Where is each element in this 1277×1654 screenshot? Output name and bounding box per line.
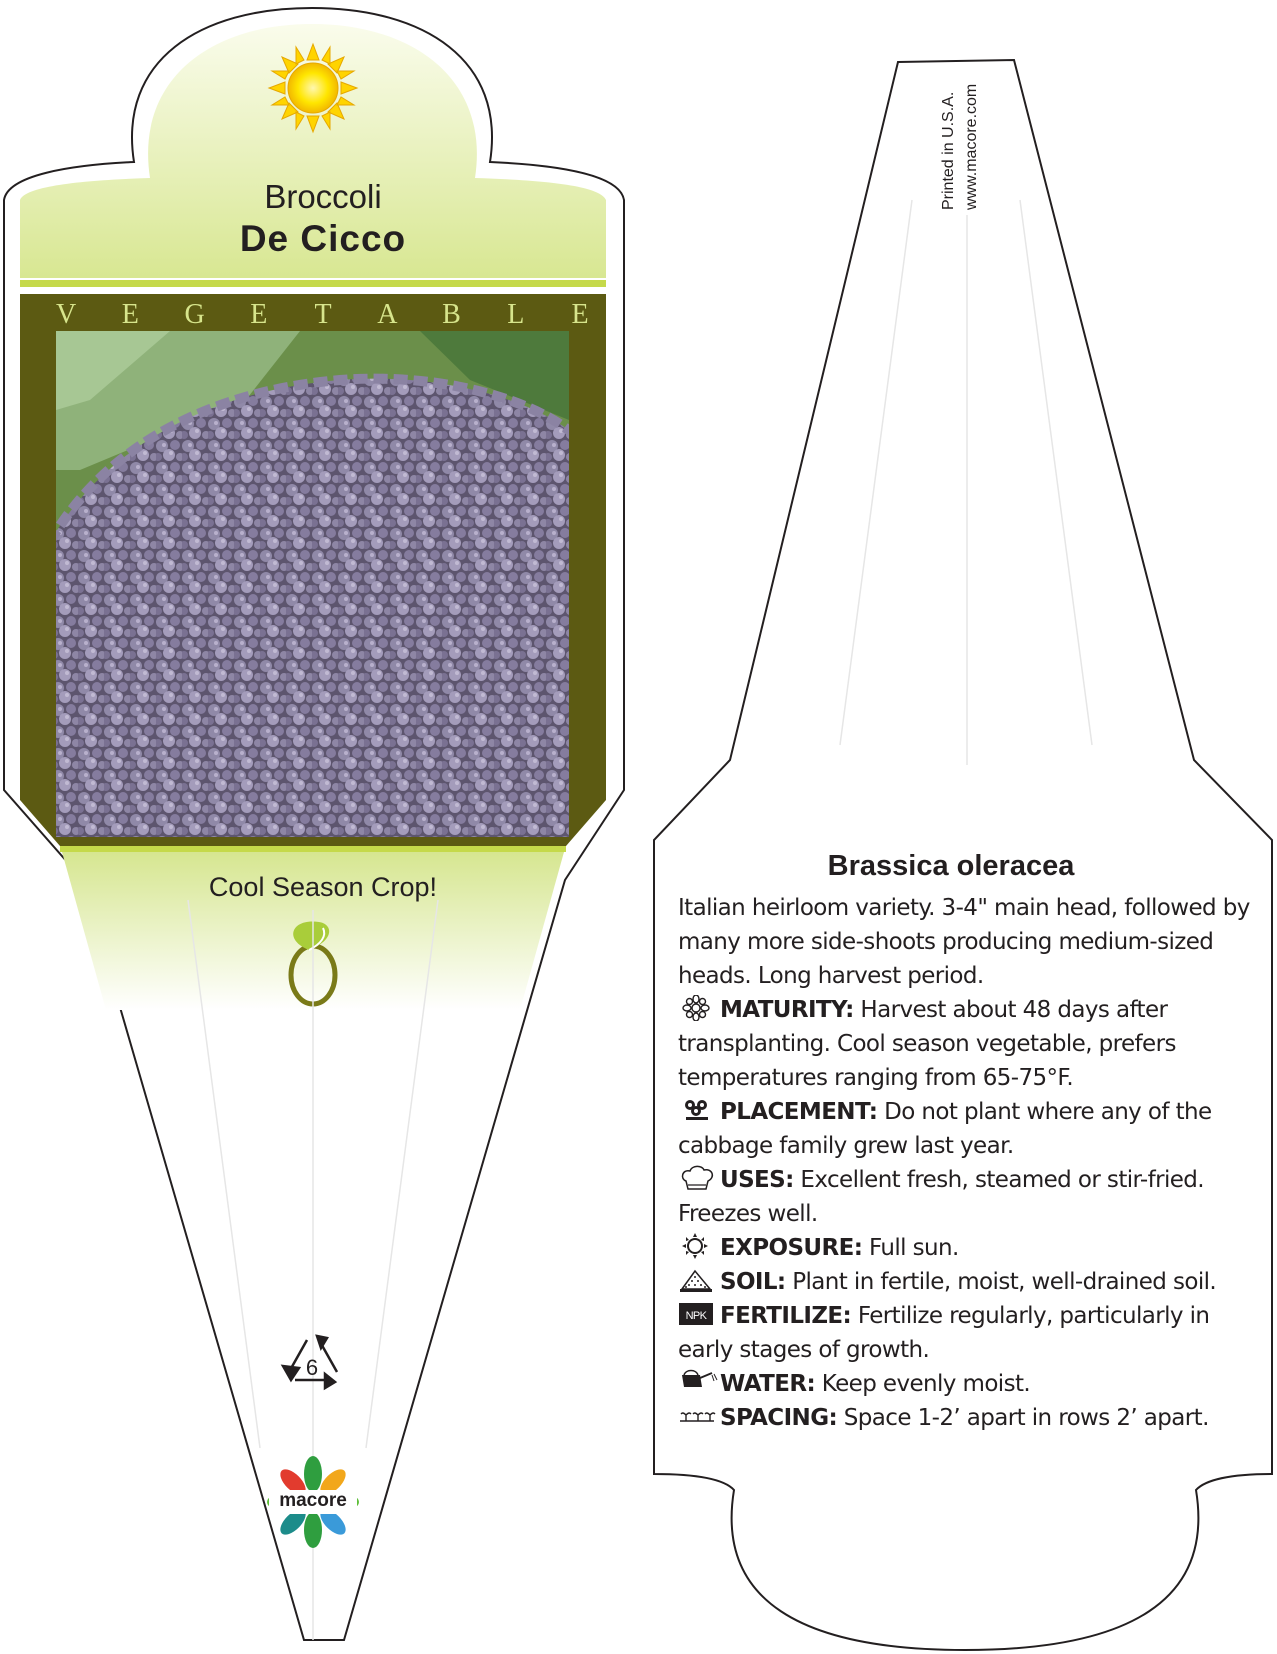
- watering-can-icon: [678, 1369, 720, 1395]
- brand-logo-text: macore: [279, 1490, 347, 1511]
- spacing-icon: [678, 1403, 720, 1429]
- npk-label: NPK: [685, 1310, 707, 1322]
- care-text: Space 1-2’ apart in rows 2’ apart.: [837, 1405, 1209, 1431]
- flower-icon: [678, 995, 720, 1021]
- care-maturity: [678, 993, 1258, 1095]
- plants-icon: [678, 1097, 720, 1123]
- printed-in: Printed in U.S.A.: [940, 91, 957, 210]
- care-label: SOIL:: [720, 1269, 786, 1295]
- description: Italian heirloom variety. 3-4" main head, followed by many more side-shoots producing medium-sized heads. Long harvest period.: [678, 895, 1250, 989]
- care-spacing: [678, 1401, 1258, 1435]
- care-label: PLACEMENT:: [720, 1099, 878, 1125]
- common-name: Broccoli: [264, 178, 382, 215]
- care-text: Full sun.: [862, 1235, 959, 1261]
- sun-outline-icon: [678, 1233, 720, 1259]
- sun-icon: [269, 44, 357, 132]
- care-text: Excellent fresh, steamed or stir-fried. Freezes well.: [678, 1167, 1205, 1227]
- care-label: WATER:: [720, 1371, 816, 1397]
- chef-hat-icon: [678, 1165, 720, 1191]
- category-letter: E: [571, 299, 589, 330]
- category-letter: B: [442, 299, 461, 330]
- care-info: [678, 891, 1258, 1435]
- botanical-name: Brassica oleracea: [827, 850, 1075, 882]
- care-text: Harvest about 48 days after transplanting. Cool season vegetable, prefers temperatures ranging from 65-75°F.: [678, 997, 1176, 1091]
- npk-icon: [678, 1301, 720, 1327]
- care-text: Do not plant where any of the cabbage family grew last year.: [678, 1099, 1212, 1159]
- care-exposure: [678, 1231, 1258, 1265]
- care-label: FERTILIZE:: [720, 1303, 852, 1329]
- care-label: SPACING:: [720, 1405, 838, 1431]
- care-soil: [678, 1265, 1258, 1299]
- care-water: [678, 1367, 1258, 1401]
- category-letter: V: [56, 299, 77, 330]
- care-text: Plant in fertile, moist, well-drained soil.: [785, 1269, 1217, 1295]
- variety-name: De Cicco: [239, 218, 407, 259]
- soil-icon: [678, 1267, 720, 1293]
- category-letter: G: [184, 299, 205, 330]
- care-text: Keep evenly moist.: [815, 1371, 1031, 1397]
- accent-stripe-top: [20, 280, 606, 287]
- care-label: USES:: [720, 1167, 794, 1193]
- tagline: Cool Season Crop!: [208, 872, 438, 902]
- category-letter: E: [121, 299, 139, 330]
- care-fertilize: [678, 1299, 1258, 1367]
- care-placement: [678, 1095, 1258, 1163]
- care-label: EXPOSURE:: [720, 1235, 863, 1261]
- care-text: Fertilize regularly, particularly in early stages of growth.: [678, 1303, 1210, 1363]
- category-letter: T: [314, 299, 332, 330]
- broccoli-head-photo: [40, 331, 580, 850]
- category-letter: A: [377, 299, 398, 330]
- category-letter: E: [250, 299, 268, 330]
- care-uses: [678, 1163, 1258, 1231]
- category-band: [56, 299, 590, 331]
- website: www.macore.com: [963, 83, 980, 210]
- care-label: MATURITY:: [720, 997, 854, 1023]
- recycle-code: 6: [305, 1355, 319, 1380]
- category-letter: L: [507, 299, 525, 330]
